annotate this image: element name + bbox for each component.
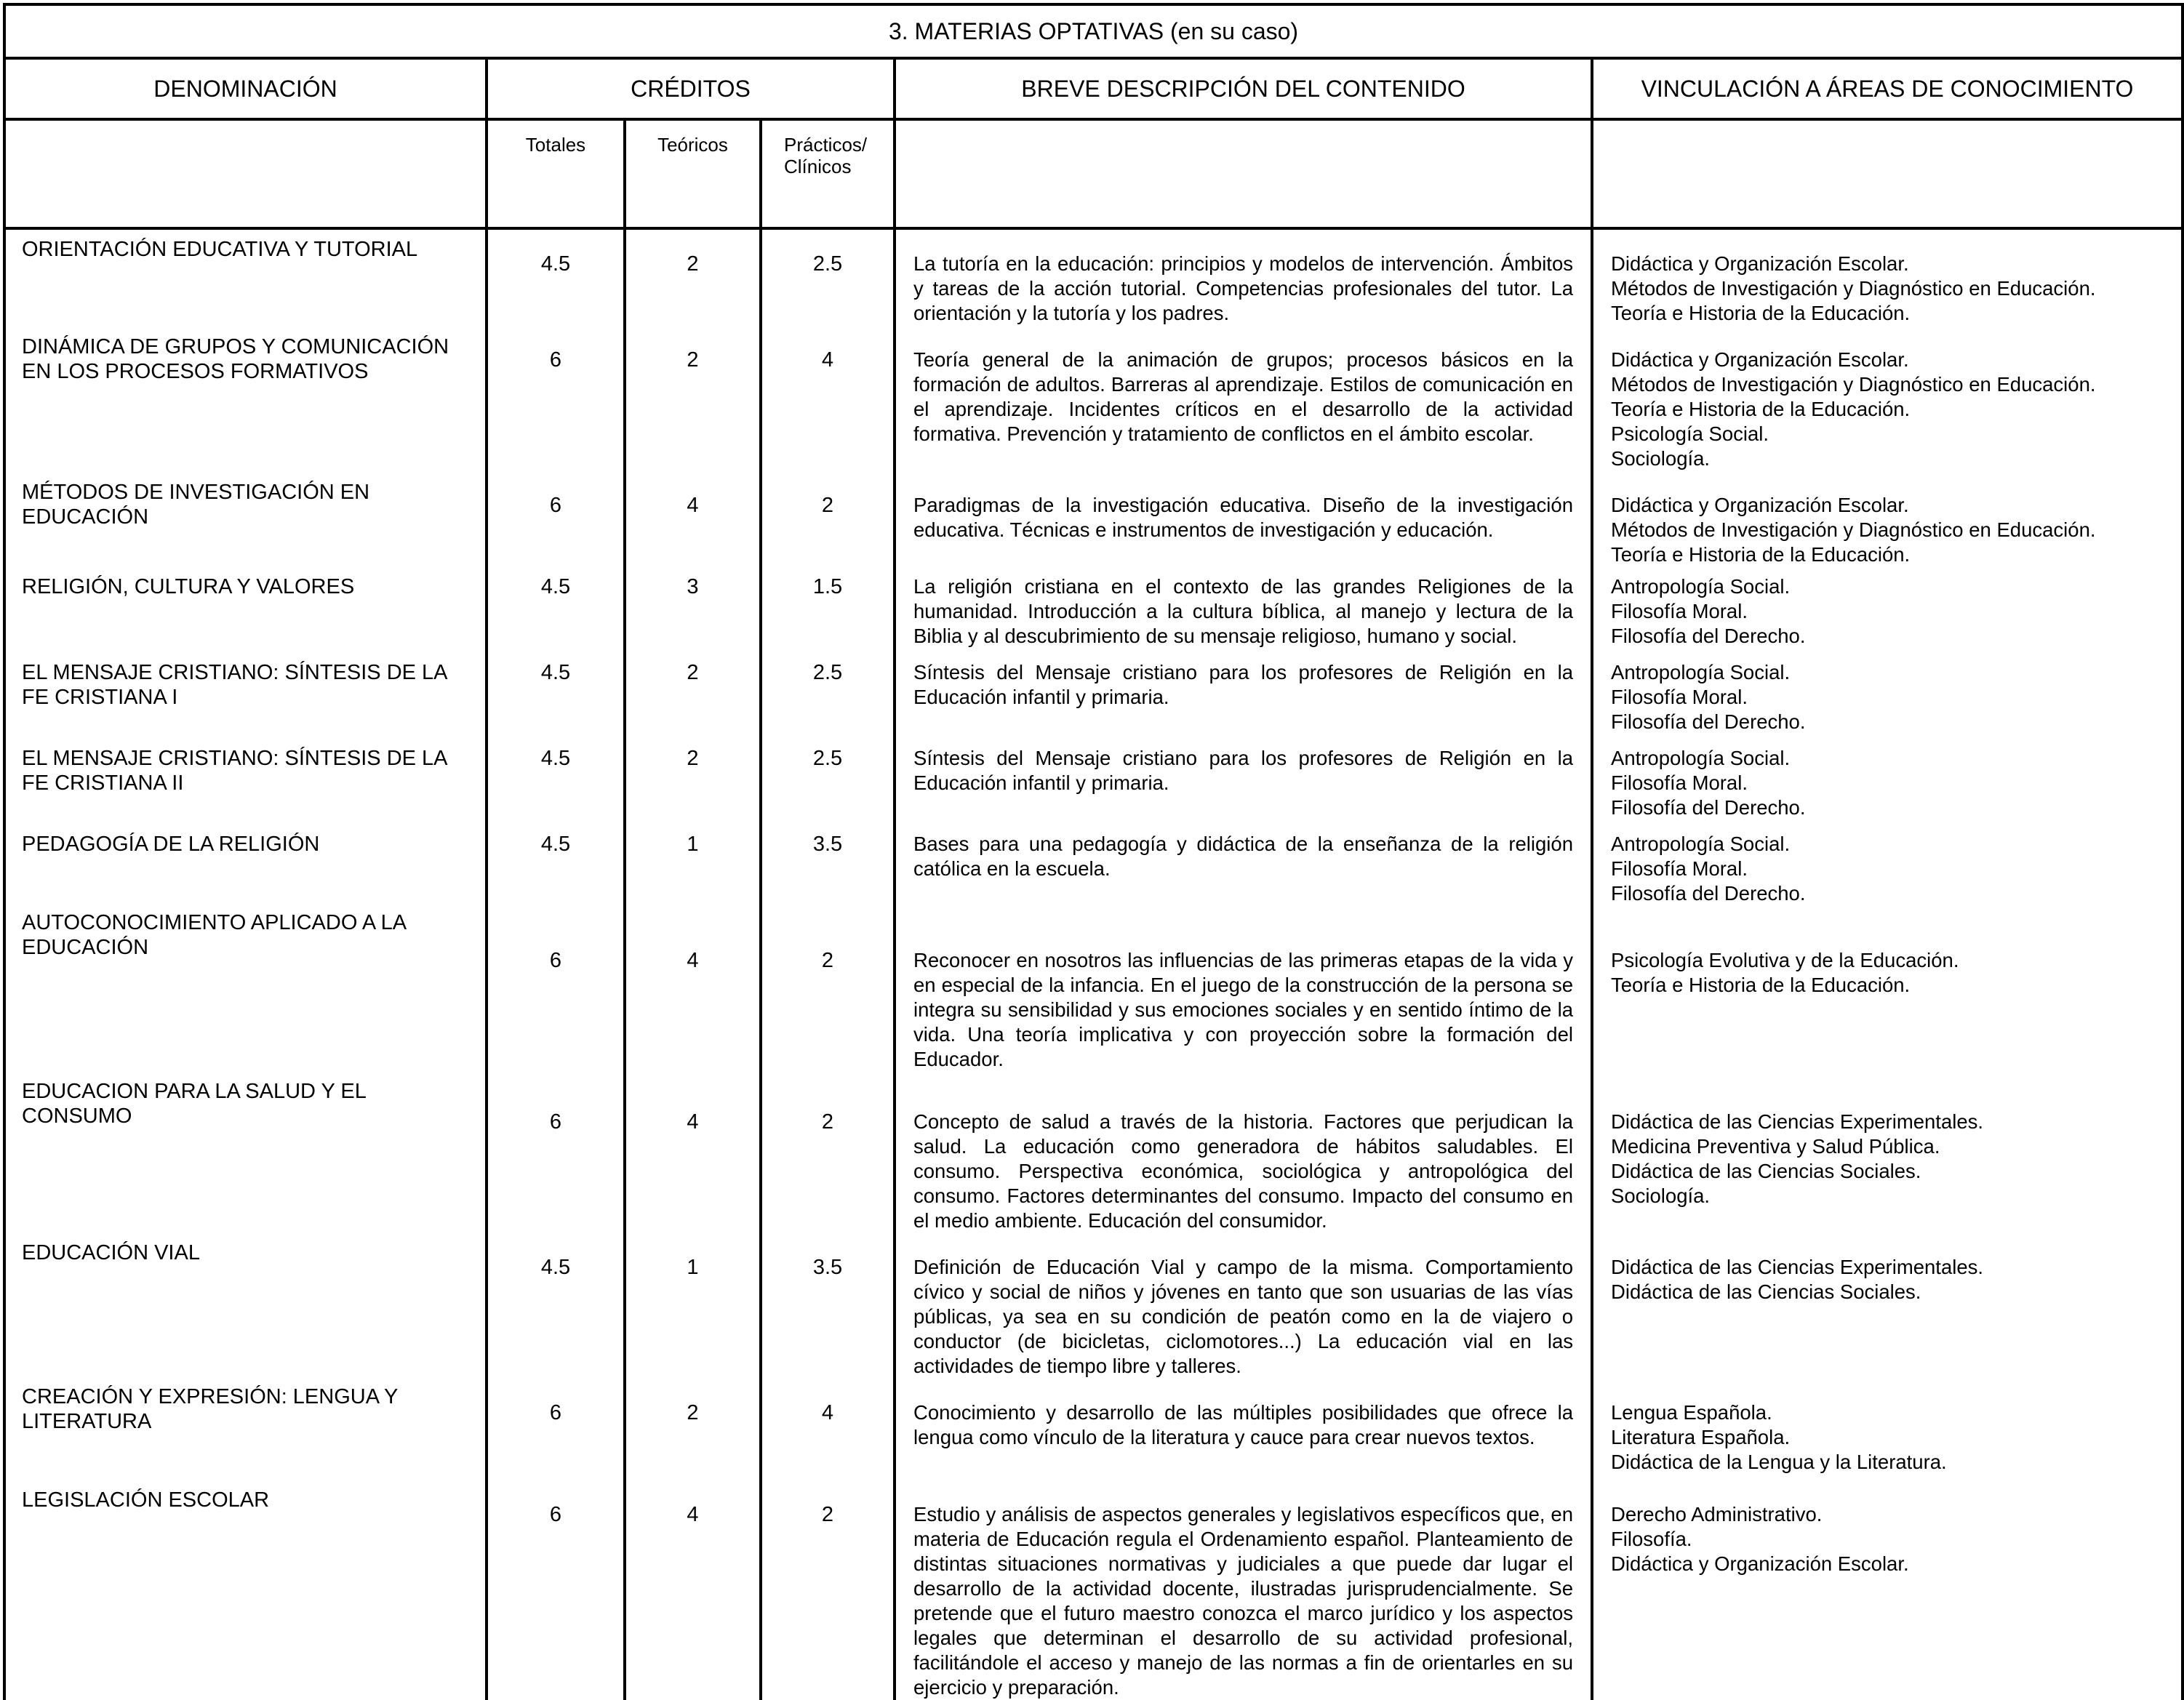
totales-cell <box>487 825 625 910</box>
description-cell <box>895 653 1592 739</box>
credits-practicos: 4 <box>821 348 834 372</box>
description-cell <box>895 1379 1592 1480</box>
subject-name-cell <box>4 1072 487 1233</box>
table-row <box>4 910 2183 1072</box>
subject-description: La religión cristiana en el contexto de las grandes Religiones de la humanidad. Introducción a la cultura bíblica, al manejo y lectura de la Biblia y al descubrimiento de su mensaje religioso, humano y social. <box>913 575 1573 647</box>
description-cell <box>895 471 1592 567</box>
subheader-empty-areas <box>1592 119 2183 228</box>
table-body <box>4 228 2183 1700</box>
teoricos-cell <box>625 228 761 326</box>
totales-cell <box>487 1233 625 1379</box>
knowledge-area-item: Didáctica de las Ciencias Experimentales. <box>1611 1110 1984 1133</box>
knowledge-area-item: Filosofía del Derecho. <box>1611 882 1806 905</box>
subject-name: MÉTODOS DE INVESTIGACIÓN EN EDUCACIÓN <box>22 481 370 529</box>
subject-name: AUTOCONOCIMIENTO APLICADO A LA EDUCACIÓN <box>22 911 406 959</box>
teoricos-cell <box>625 739 761 825</box>
subject-description: Estudio y análisis de aspectos generales y legislativos específicos que, en materia de Educación regula el Ordenamiento español. Planteamiento de distintas situaciones normativas y judiciales a que puede dar lugar el desarrollo de la actividad docente, ilustradas jurisprudencialmente. Se pretende que el futuro maestro conozca el marco jurídico y los aspectos legales que determinan el desarrollo de su actividad profesional, facilitándole el acceso y manejo de las normas a fin de orientarles en su ejercicio y preparación. <box>913 1503 1573 1699</box>
subject-description: Paradigmas de la investigación educativa. Diseño de la investigación educativa. Técnicas e instrumentos de investigación y educación. <box>913 494 1573 541</box>
table-row <box>4 326 2183 471</box>
credits-totales: 6 <box>549 494 562 517</box>
areas-cell <box>1592 910 2183 1072</box>
header-vinculacion: VINCULACIÓN A ÁREAS DE CONOCIMIENTO <box>1592 58 2183 119</box>
totales-cell <box>487 910 625 1072</box>
subject-name: DINÁMICA DE GRUPOS Y COMUNICACIÓN EN LOS PROCESOS FORMATIVOS <box>22 335 449 383</box>
header-descripcion: BREVE DESCRIPCIÓN DEL CONTENIDO <box>895 58 1592 119</box>
table-row <box>4 1072 2183 1233</box>
description-cell <box>895 326 1592 471</box>
table-row <box>4 567 2183 653</box>
knowledge-area-item: Psicología Evolutiva y de la Educación. <box>1611 949 1959 971</box>
areas-cell <box>1592 825 2183 910</box>
totales-cell <box>487 471 625 567</box>
subject-name: EDUCACIÓN VIAL <box>22 1241 200 1264</box>
totales-cell <box>487 326 625 471</box>
credits-practicos: 2.5 <box>812 252 843 276</box>
credits-teoricos: 1 <box>687 833 699 856</box>
credits-practicos: 3.5 <box>812 1256 843 1279</box>
knowledge-area-item: Teoría e Historia de la Educación. <box>1611 543 1911 566</box>
subheader-teoricos: Teóricos <box>625 119 761 228</box>
table-row <box>4 825 2183 910</box>
knowledge-area-item: Didáctica y Organización Escolar. <box>1611 494 1909 516</box>
practicos-cell <box>761 910 895 1072</box>
credits-practicos: 1.5 <box>812 575 843 598</box>
credits-practicos: 2 <box>821 949 834 972</box>
areas-cell <box>1592 567 2183 653</box>
teoricos-cell <box>625 825 761 910</box>
totales-cell <box>487 567 625 653</box>
credits-practicos: 2.5 <box>812 747 843 770</box>
knowledge-area-item: Literatura Española. <box>1611 1426 1791 1448</box>
areas-cell <box>1592 326 2183 471</box>
knowledge-area-item: Filosofía Moral. <box>1611 771 1748 794</box>
practicos-cell <box>761 653 895 739</box>
header-denominacion: DENOMINACIÓN <box>4 58 487 119</box>
subheader-totales: Totales <box>487 119 625 228</box>
teoricos-cell <box>625 567 761 653</box>
description-cell <box>895 739 1592 825</box>
knowledge-areas <box>1593 910 2181 998</box>
optional-subjects-table <box>3 3 2184 1700</box>
knowledge-areas <box>1593 1379 2181 1475</box>
practicos-cell <box>761 825 895 910</box>
knowledge-areas <box>1593 1072 2181 1208</box>
table-row <box>4 228 2183 326</box>
subject-description: La tutoría en la educación: principios y modelos de intervención. Ámbitos y tareas de la acción tutorial. Competencias profesionales del tutor. La orientación y la tutoría y los padres. <box>913 252 1573 324</box>
subject-name-cell <box>4 1379 487 1480</box>
totales-cell <box>487 1379 625 1480</box>
knowledge-area-item: Antropología Social. <box>1611 747 1791 769</box>
subheader-empty-left <box>4 119 487 228</box>
knowledge-areas <box>1593 653 2181 734</box>
subject-name: CREACIÓN Y EXPRESIÓN: LENGUA Y LITERATURA <box>22 1385 398 1433</box>
subject-name: LEGISLACIÓN ESCOLAR <box>22 1488 270 1512</box>
knowledge-area-item: Derecho Administrativo. <box>1611 1503 1823 1525</box>
areas-cell <box>1592 471 2183 567</box>
credits-teoricos: 4 <box>687 1110 699 1134</box>
subject-name-cell <box>4 326 487 471</box>
description-cell <box>895 1233 1592 1379</box>
description-cell <box>895 228 1592 326</box>
subject-name-cell <box>4 653 487 739</box>
credits-teoricos: 2 <box>687 348 699 372</box>
credits-totales: 4.5 <box>540 833 571 856</box>
areas-cell <box>1592 1233 2183 1379</box>
credits-totales: 6 <box>549 1110 562 1134</box>
subject-name-cell <box>4 1233 487 1379</box>
subject-name: RELIGIÓN, CULTURA Y VALORES <box>22 575 355 598</box>
knowledge-area-item: Filosofía Moral. <box>1611 857 1748 880</box>
knowledge-areas <box>1593 567 2181 649</box>
knowledge-area-item: Filosofía del Derecho. <box>1611 710 1806 733</box>
credits-practicos: 2 <box>821 1110 834 1134</box>
subject-name-cell <box>4 471 487 567</box>
subject-name-cell <box>4 825 487 910</box>
credits-practicos: 2 <box>821 1503 834 1526</box>
subject-description: Conocimiento y desarrollo de las múltiples posibilidades que ofrece la lengua como vínculo de la literatura y cauce para crear nuevos textos. <box>913 1401 1573 1448</box>
knowledge-area-item: Psicología Social. <box>1611 422 1769 445</box>
knowledge-areas <box>1593 739 2181 820</box>
knowledge-areas <box>1593 326 2181 471</box>
knowledge-area-item: Métodos de Investigación y Diagnóstico en Educación. <box>1611 518 2096 541</box>
subject-description: Concepto de salud a través de la historia. Factores que perjudican la salud. La educación como generadora de hábitos saludables. El consumo. Perspectiva económica, sociológica y antropológica del consumo. Factores determinantes del consumo. Impacto del consumo en el medio ambiente. Educación del consumidor. <box>913 1110 1573 1232</box>
table-row <box>4 1480 2183 1700</box>
subheader-practicos-line2: Clínicos <box>784 156 852 177</box>
subject-name: EDUCACION PARA LA SALUD Y EL CONSUMO <box>22 1080 366 1128</box>
teoricos-cell <box>625 326 761 471</box>
description-cell <box>895 825 1592 910</box>
subject-description: Definición de Educación Vial y campo de la misma. Comportamiento cívico y social de niños y jóvenes en tanto que son usuarias de las vías públicas, ya sea en su condición de peatón como en la de viajero o conductor (de bicicletas, ciclomotores...) La educación vial en las actividades de tiempo libre y talleres. <box>913 1256 1573 1377</box>
subject-description: Síntesis del Mensaje cristiano para los profesores de Religión en la Educación infantil y primaria. <box>913 747 1573 794</box>
practicos-cell <box>761 228 895 326</box>
practicos-cell <box>761 739 895 825</box>
totales-cell <box>487 653 625 739</box>
subject-description: Bases para una pedagogía y didáctica de la enseñanza de la religión católica en la escuela. <box>913 833 1573 880</box>
subject-description: Teoría general de la animación de grupos; procesos básicos en la formación de adultos. Barreras al aprendizaje. Estilos de comunicación en el aprendizaje. Incidentes críticos en el desarrollo de la actividad formativa. Prevención y tratamiento de conflictos en el ámbito escolar. <box>913 348 1573 445</box>
table-title: 3. MATERIAS OPTATIVAS (en su caso) <box>4 4 2183 58</box>
credits-teoricos: 3 <box>687 575 699 598</box>
description-cell <box>895 1480 1592 1700</box>
knowledge-areas <box>1593 825 2181 906</box>
subject-name-cell <box>4 1480 487 1700</box>
teoricos-cell <box>625 1480 761 1700</box>
description-cell <box>895 910 1592 1072</box>
areas-cell <box>1592 653 2183 739</box>
knowledge-area-item: Didáctica y Organización Escolar. <box>1611 1552 1909 1575</box>
credits-totales: 4.5 <box>540 1256 571 1279</box>
subheader-practicos <box>761 119 895 228</box>
table-row <box>4 1233 2183 1379</box>
knowledge-area-item: Filosofía Moral. <box>1611 600 1748 622</box>
knowledge-area-item: Didáctica de las Ciencias Sociales. <box>1611 1160 1921 1182</box>
practicos-cell <box>761 1233 895 1379</box>
knowledge-areas <box>1593 1480 2181 1576</box>
subject-name-cell <box>4 567 487 653</box>
table-row <box>4 653 2183 739</box>
knowledge-area-item: Didáctica y Organización Escolar. <box>1611 252 1909 275</box>
credits-teoricos: 1 <box>687 1256 699 1279</box>
credits-totales: 6 <box>549 348 562 372</box>
teoricos-cell <box>625 910 761 1072</box>
knowledge-area-item: Teoría e Historia de la Educación. <box>1611 974 1911 996</box>
credits-teoricos: 4 <box>687 494 699 517</box>
knowledge-area-item: Medicina Preventiva y Salud Pública. <box>1611 1135 1940 1158</box>
knowledge-area-item: Filosofía. <box>1611 1528 1692 1550</box>
teoricos-cell <box>625 653 761 739</box>
credits-totales: 4.5 <box>540 575 571 598</box>
subject-name-cell <box>4 739 487 825</box>
practicos-cell <box>761 1379 895 1480</box>
credits-teoricos: 2 <box>687 747 699 770</box>
subject-name-cell <box>4 228 487 326</box>
table-row <box>4 471 2183 567</box>
subject-description: Reconocer en nosotros las influencias de las primeras etapas de la vida y en especial de la infancia. En el juego de la construcción de la persona se integra su sensibilidad y sus emociones sociales y en sentido íntimo de la vida. Una teoría implicativa y con proyección sobre la formación del Educador. <box>913 949 1573 1070</box>
credits-teoricos: 2 <box>687 1401 699 1424</box>
document-page <box>3 3 2181 1700</box>
areas-cell <box>1592 739 2183 825</box>
knowledge-area-item: Sociología. <box>1611 447 1711 470</box>
teoricos-cell <box>625 471 761 567</box>
subject-description: Síntesis del Mensaje cristiano para los profesores de Religión en la Educación infantil y primaria. <box>913 661 1573 708</box>
teoricos-cell <box>625 1233 761 1379</box>
knowledge-area-item: Sociología. <box>1611 1184 1711 1207</box>
knowledge-area-item: Didáctica de las Ciencias Experimentales. <box>1611 1256 1984 1278</box>
credits-practicos: 2 <box>821 494 834 517</box>
subject-name: PEDAGOGÍA DE LA RELIGIÓN <box>22 833 320 856</box>
knowledge-area-item: Teoría e Historia de la Educación. <box>1611 398 1911 420</box>
knowledge-area-item: Teoría e Historia de la Educación. <box>1611 302 1911 324</box>
knowledge-areas <box>1593 1233 2181 1304</box>
knowledge-area-item: Filosofía del Derecho. <box>1611 625 1806 647</box>
totales-cell <box>487 228 625 326</box>
teoricos-cell <box>625 1379 761 1480</box>
practicos-cell <box>761 471 895 567</box>
teoricos-cell <box>625 1072 761 1233</box>
knowledge-area-item: Lengua Española. <box>1611 1401 1772 1424</box>
knowledge-area-item: Antropología Social. <box>1611 661 1791 683</box>
subject-name-cell <box>4 910 487 1072</box>
credits-practicos: 3.5 <box>812 833 843 856</box>
table-row <box>4 739 2183 825</box>
credits-totales: 4.5 <box>540 747 571 770</box>
knowledge-area-item: Didáctica de la Lengua y la Literatura. <box>1611 1451 1947 1473</box>
credits-totales: 6 <box>549 1503 562 1526</box>
knowledge-area-item: Filosofía Moral. <box>1611 686 1748 708</box>
practicos-cell <box>761 1480 895 1700</box>
areas-cell <box>1592 228 2183 326</box>
areas-cell <box>1592 1379 2183 1480</box>
knowledge-area-item: Didáctica y Organización Escolar. <box>1611 348 1909 371</box>
areas-cell <box>1592 1072 2183 1233</box>
credits-teoricos: 2 <box>687 661 699 684</box>
knowledge-area-item: Filosofía del Derecho. <box>1611 796 1806 819</box>
subject-name: EL MENSAJE CRISTIANO: SÍNTESIS DE LA FE CRISTIANA II <box>22 747 447 795</box>
credits-teoricos: 2 <box>687 252 699 276</box>
credits-totales: 4.5 <box>540 661 571 684</box>
credits-practicos: 4 <box>821 1401 834 1424</box>
totales-cell <box>487 1072 625 1233</box>
credits-practicos: 2.5 <box>812 661 843 684</box>
credits-totales: 4.5 <box>540 252 571 276</box>
subheader-empty-desc <box>895 119 1592 228</box>
description-cell <box>895 567 1592 653</box>
subject-name: EL MENSAJE CRISTIANO: SÍNTESIS DE LA FE CRISTIANA I <box>22 661 447 709</box>
knowledge-area-item: Métodos de Investigación y Diagnóstico en Educación. <box>1611 373 2096 396</box>
knowledge-area-item: Antropología Social. <box>1611 833 1791 855</box>
credits-totales: 6 <box>549 1401 562 1424</box>
description-cell <box>895 1072 1592 1233</box>
knowledge-areas <box>1593 471 2181 567</box>
subheader-practicos-line1: Prácticos/ <box>784 134 868 156</box>
knowledge-area-item: Didáctica de las Ciencias Sociales. <box>1611 1280 1921 1303</box>
totales-cell <box>487 1480 625 1700</box>
areas-cell <box>1592 1480 2183 1700</box>
credits-teoricos: 4 <box>687 1503 699 1526</box>
credits-teoricos: 4 <box>687 949 699 972</box>
totales-cell <box>487 739 625 825</box>
practicos-cell <box>761 1072 895 1233</box>
practicos-cell <box>761 326 895 471</box>
table-row <box>4 1379 2183 1480</box>
knowledge-area-item: Métodos de Investigación y Diagnóstico en Educación. <box>1611 277 2096 300</box>
knowledge-areas <box>1593 230 2181 326</box>
subject-name: ORIENTACIÓN EDUCATIVA Y TUTORIAL <box>22 238 418 261</box>
practicos-cell <box>761 567 895 653</box>
header-creditos: CRÉDITOS <box>487 58 895 119</box>
credits-totales: 6 <box>549 949 562 972</box>
knowledge-area-item: Antropología Social. <box>1611 575 1791 598</box>
